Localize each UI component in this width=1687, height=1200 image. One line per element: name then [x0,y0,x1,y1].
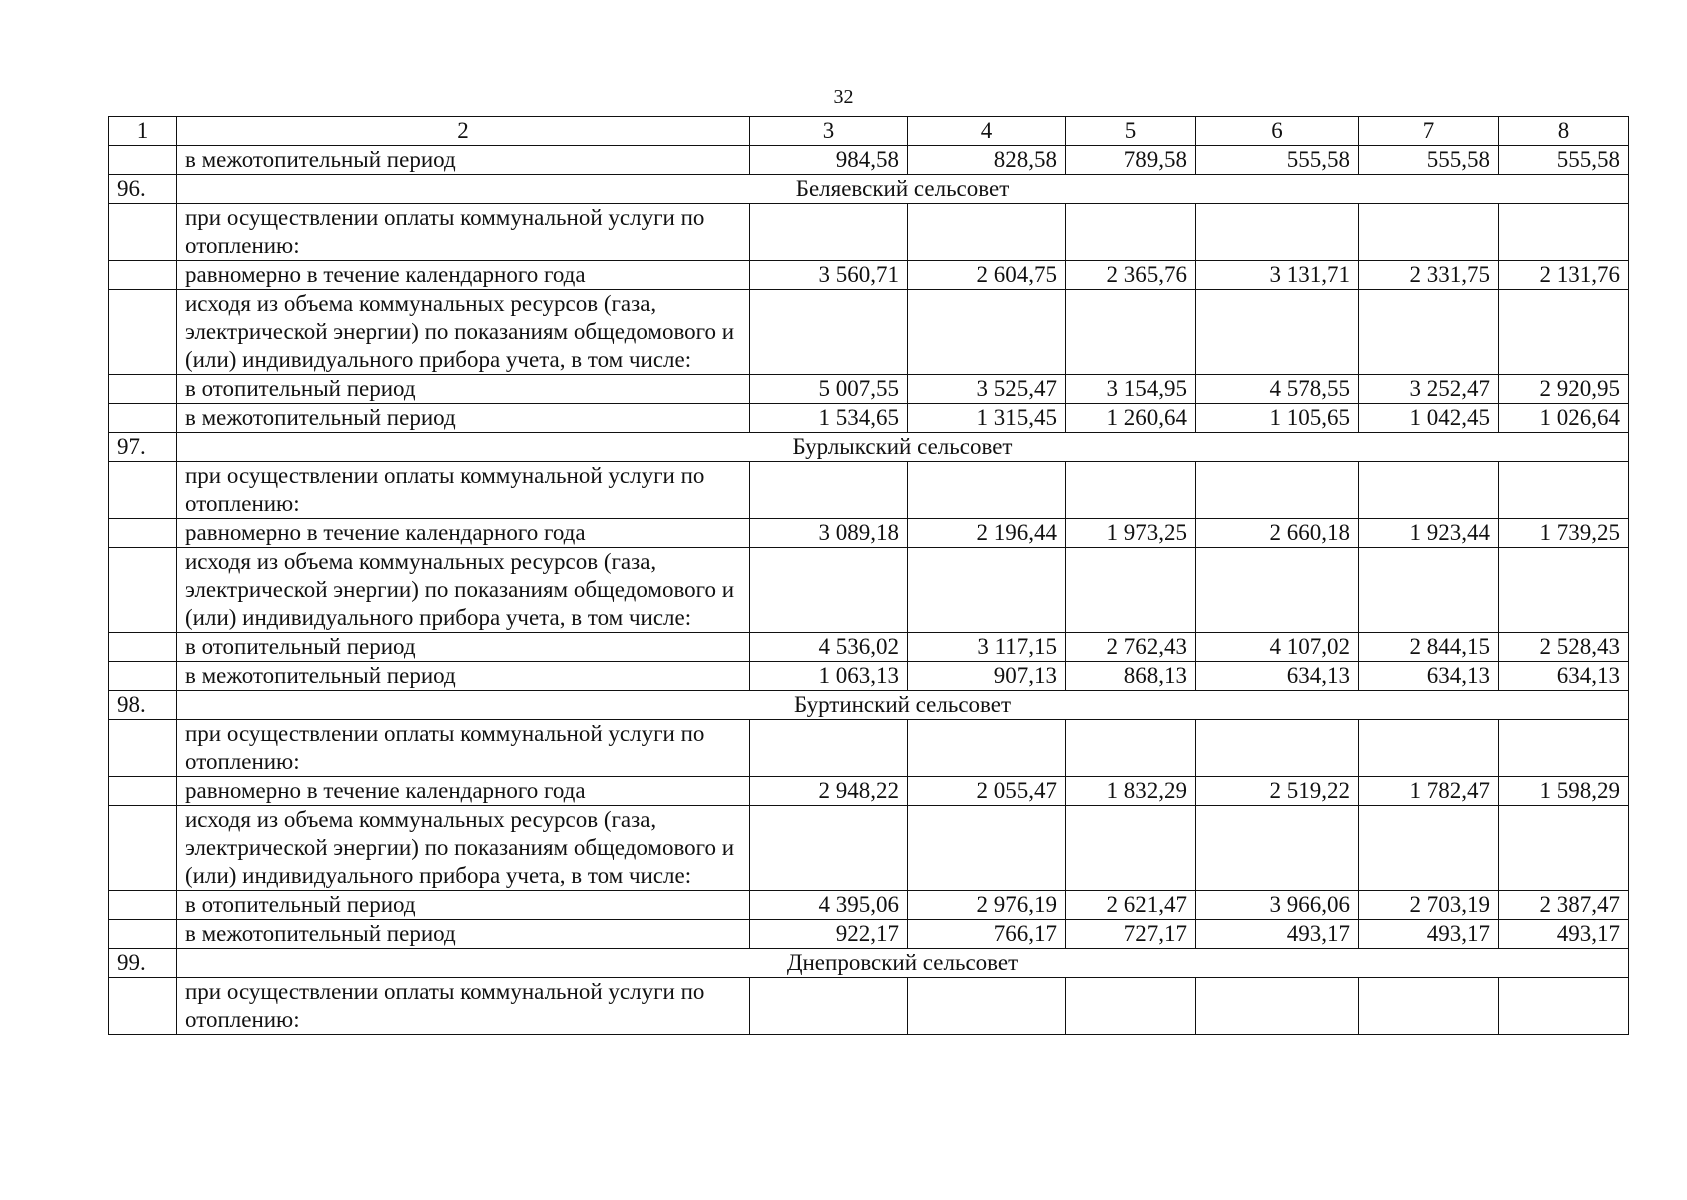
value-cell: 2 055,47 [908,777,1066,806]
empty-value-cell [1196,548,1359,633]
value-cell: 1 042,45 [1359,404,1499,433]
value-cell: 2 387,47 [1499,891,1629,920]
description-row [109,204,1629,261]
section-number: 97. [109,433,177,462]
empty-value-cell [1066,548,1196,633]
empty-value-cell [1066,462,1196,519]
section-number: 98. [109,691,177,720]
empty-value-cell [750,462,908,519]
value-cell: 922,17 [750,920,908,949]
table-row [109,662,1629,691]
table-row [109,261,1629,290]
value-cell: 2 604,75 [908,261,1066,290]
value-cell: 4 107,02 [1196,633,1359,662]
row-number-cell [109,261,177,290]
empty-value-cell [1196,462,1359,519]
row-label: при осуществлении оплаты коммунальной услуги по отоплению: [177,978,750,1035]
value-cell: 3 131,71 [1196,261,1359,290]
row-number-cell [109,806,177,891]
empty-value-cell [1066,978,1196,1035]
empty-value-cell [1196,720,1359,777]
value-cell: 2 621,47 [1066,891,1196,920]
row-number-cell [109,633,177,662]
value-cell: 5 007,55 [750,375,908,404]
description-row [109,720,1629,777]
value-cell: 868,13 [1066,662,1196,691]
row-label: при осуществлении оплаты коммунальной услуги по отоплению: [177,720,750,777]
value-cell: 828,58 [908,146,1066,175]
value-cell: 3 154,95 [1066,375,1196,404]
section-row [109,691,1629,720]
row-number-cell [109,375,177,404]
value-cell: 2 519,22 [1196,777,1359,806]
value-cell: 555,58 [1196,146,1359,175]
empty-value-cell [1196,806,1359,891]
empty-value-cell [750,204,908,261]
empty-value-cell [1066,720,1196,777]
empty-value-cell [1499,290,1629,375]
empty-value-cell [1066,806,1196,891]
value-cell: 2 948,22 [750,777,908,806]
table-row [109,920,1629,949]
value-cell: 1 026,64 [1499,404,1629,433]
description-row [109,978,1629,1035]
table-row [109,519,1629,548]
empty-value-cell [750,806,908,891]
value-cell: 2 660,18 [1196,519,1359,548]
description-row [109,548,1629,633]
empty-value-cell [1359,720,1499,777]
row-label: в отопительный период [177,375,750,404]
row-number-cell [109,920,177,949]
empty-value-cell [908,204,1066,261]
empty-value-cell [1196,978,1359,1035]
section-title: Днепровский сельсовет [177,949,1629,978]
empty-value-cell [1499,548,1629,633]
value-cell: 1 739,25 [1499,519,1629,548]
value-cell: 2 365,76 [1066,261,1196,290]
value-cell: 3 966,06 [1196,891,1359,920]
table-row [109,404,1629,433]
table-row [109,375,1629,404]
row-label: равномерно в течение календарного года [177,777,750,806]
table-row [109,777,1629,806]
row-label: при осуществлении оплаты коммунальной услуги по отоплению: [177,204,750,261]
row-number-cell [109,548,177,633]
value-cell: 555,58 [1499,146,1629,175]
description-row [109,290,1629,375]
table-row [109,633,1629,662]
table-row [109,891,1629,920]
empty-value-cell [1196,290,1359,375]
table-row [109,146,1629,175]
empty-value-cell [1499,204,1629,261]
value-cell: 555,58 [1359,146,1499,175]
value-cell: 907,13 [908,662,1066,691]
section-title: Беляевский сельсовет [177,175,1629,204]
empty-value-cell [1359,548,1499,633]
value-cell: 2 844,15 [1359,633,1499,662]
value-cell: 2 528,43 [1499,633,1629,662]
section-number: 99. [109,949,177,978]
empty-value-cell [1499,720,1629,777]
row-label: в межотопительный период [177,662,750,691]
column-number-cell: 1 [109,117,177,146]
empty-value-cell [1359,204,1499,261]
row-label: исходя из объема коммунальных ресурсов (газа, электрической энергии) по показаниям общедомового и (или) индивидуального прибора учета, в том числе: [177,806,750,891]
empty-value-cell [750,290,908,375]
value-cell: 493,17 [1359,920,1499,949]
row-number-cell [109,519,177,548]
empty-value-cell [908,548,1066,633]
empty-value-cell [1499,462,1629,519]
value-cell: 2 196,44 [908,519,1066,548]
empty-value-cell [908,462,1066,519]
row-number-cell [109,777,177,806]
value-cell: 1 260,64 [1066,404,1196,433]
row-label: в межотопительный период [177,146,750,175]
section-title: Буртинский сельсовет [177,691,1629,720]
row-label: в отопительный период [177,891,750,920]
value-cell: 4 395,06 [750,891,908,920]
value-cell: 789,58 [1066,146,1196,175]
row-label: равномерно в течение календарного года [177,519,750,548]
value-cell: 493,17 [1196,920,1359,949]
column-number-cell: 7 [1359,117,1499,146]
empty-value-cell [1196,204,1359,261]
row-number-cell [109,978,177,1035]
description-row [109,806,1629,891]
value-cell: 727,17 [1066,920,1196,949]
row-number-cell [109,204,177,261]
value-cell: 1 832,29 [1066,777,1196,806]
empty-value-cell [908,290,1066,375]
value-cell: 2 976,19 [908,891,1066,920]
value-cell: 3 252,47 [1359,375,1499,404]
value-cell: 3 117,15 [908,633,1066,662]
row-label: исходя из объема коммунальных ресурсов (газа, электрической энергии) по показаниям общедомового и (или) индивидуального прибора учета, в том числе: [177,290,750,375]
value-cell: 2 920,95 [1499,375,1629,404]
row-label: исходя из объема коммунальных ресурсов (газа, электрической энергии) по показаниям общедомового и (или) индивидуального прибора учета, в том числе: [177,548,750,633]
page-number: 32 [833,86,854,108]
row-number-cell [109,290,177,375]
empty-value-cell [908,720,1066,777]
empty-value-cell [1499,806,1629,891]
value-cell: 3 560,71 [750,261,908,290]
row-number-cell [109,891,177,920]
value-cell: 634,13 [1196,662,1359,691]
column-number-cell: 2 [177,117,750,146]
empty-value-cell [750,720,908,777]
empty-value-cell [1499,978,1629,1035]
value-cell: 2 131,76 [1499,261,1629,290]
value-cell: 4 578,55 [1196,375,1359,404]
row-number-cell [109,404,177,433]
value-cell: 2 331,75 [1359,261,1499,290]
value-cell: 1 598,29 [1499,777,1629,806]
empty-value-cell [908,806,1066,891]
row-number-cell [109,462,177,519]
column-number-cell: 4 [908,117,1066,146]
empty-value-cell [1359,462,1499,519]
column-number-row [109,117,1629,146]
column-number-cell: 5 [1066,117,1196,146]
section-number: 96. [109,175,177,204]
value-cell: 1 923,44 [1359,519,1499,548]
value-cell: 634,13 [1499,662,1629,691]
empty-value-cell [750,978,908,1035]
row-label: при осуществлении оплаты коммунальной услуги по отоплению: [177,462,750,519]
row-label: в межотопительный период [177,404,750,433]
row-number-cell [109,146,177,175]
value-cell: 3 525,47 [908,375,1066,404]
tariff-table [108,116,1629,1035]
section-row [109,175,1629,204]
empty-value-cell [1359,806,1499,891]
value-cell: 2 703,19 [1359,891,1499,920]
value-cell: 1 973,25 [1066,519,1196,548]
empty-value-cell [1066,290,1196,375]
section-row [109,949,1629,978]
value-cell: 1 315,45 [908,404,1066,433]
column-number-cell: 8 [1499,117,1629,146]
value-cell: 1 534,65 [750,404,908,433]
row-label: в межотопительный период [177,920,750,949]
value-cell: 1 063,13 [750,662,908,691]
empty-value-cell [750,548,908,633]
empty-value-cell [908,978,1066,1035]
value-cell: 2 762,43 [1066,633,1196,662]
section-title: Бурлыкский сельсовет [177,433,1629,462]
value-cell: 493,17 [1499,920,1629,949]
row-number-cell [109,720,177,777]
value-cell: 984,58 [750,146,908,175]
value-cell: 1 105,65 [1196,404,1359,433]
empty-value-cell [1066,204,1196,261]
description-row [109,462,1629,519]
empty-value-cell [1359,290,1499,375]
value-cell: 1 782,47 [1359,777,1499,806]
row-label: равномерно в течение календарного года [177,261,750,290]
value-cell: 634,13 [1359,662,1499,691]
column-number-cell: 3 [750,117,908,146]
column-number-cell: 6 [1196,117,1359,146]
value-cell: 766,17 [908,920,1066,949]
row-number-cell [109,662,177,691]
value-cell: 4 536,02 [750,633,908,662]
empty-value-cell [1359,978,1499,1035]
row-label: в отопительный период [177,633,750,662]
section-row [109,433,1629,462]
value-cell: 3 089,18 [750,519,908,548]
